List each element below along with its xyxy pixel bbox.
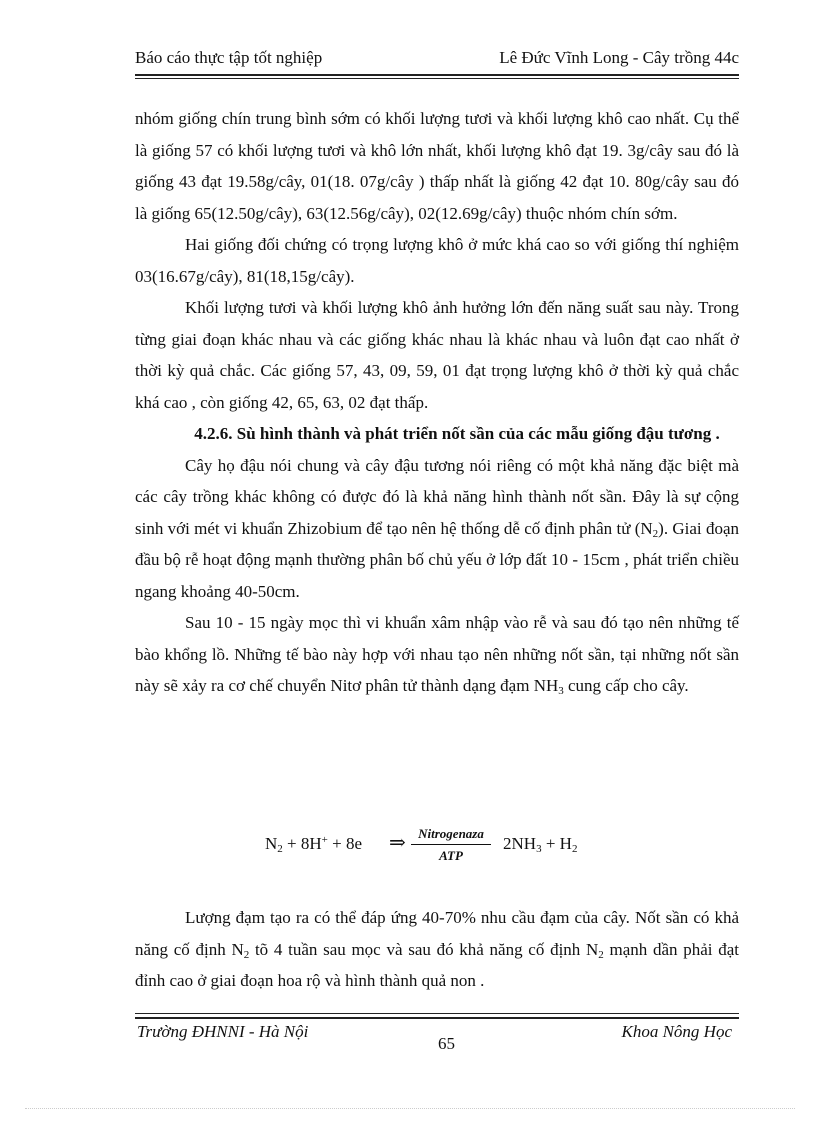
page-header xyxy=(135,48,739,72)
header-rule-thick xyxy=(135,74,739,76)
footer-rule-thick xyxy=(135,1017,739,1019)
header-rule-thin xyxy=(135,78,739,79)
paragraph-6: Lượng đạm tạo ra có thể đáp ứng 40-70% nhu cầu đạm của cây. Nốt sần có khả năng cố định $N_2$ tõ 4 tuần sau mọc và sau đó khả năng cố định $N_2$ mạnh dần phải đạt đỉnh cao ở giai đoạn hoa rộ và hình thành quả non . xyxy=(135,908,739,990)
header-left-title: Báo cáo thực tập tốt nghiệp xyxy=(135,48,323,67)
page-number: 65 xyxy=(438,1034,455,1053)
equation-catalyst-fraction xyxy=(411,826,491,864)
main-text-continued xyxy=(135,902,739,997)
paragraph-5: Sau 10 - 15 ngày mọc thì vi khuẩn xâm nhập vào rễ và sau đó tạo nên những tế bào khổng lồ. Những tế bào này hợp với nhau tạo nên những nốt sần, tại những nốt sần này sẽ xảy ra cơ chế chuyển Nitơ phân tử thành dạng đạm $NH_3$ cung cấp cho cây. xyxy=(135,613,739,697)
paragraph-2: Hai giống đối chứng có trọng lượng khô ở mức khá cao so với giống thí nghiệm 03(16.67g/cây), 81(18,15g/cây). xyxy=(135,235,739,286)
equation-arrow: ⇒ xyxy=(389,832,406,854)
paragraph-1: nhóm giống chín trung bình sớm có khối lượng tươi và khối lượng khô cao nhất. Cụ thể là giống 57 có khối lượng tươi và khô lớn nhất, khối lượng khô đạt 19. 3g/cây sau đó là giống 43 đạt 19.58g/cây, 01(18. 07g/cây ) thấp nhất là giống 42 đạt 10. 80g/cây sau đó là giống 65(12.50g/cây), 63(12.56g/cây), 02(12.69g/cây) thuộc nhóm chín sớm. xyxy=(135,109,739,223)
page-bottom-divider xyxy=(25,1108,795,1109)
section-heading: 4.2.6. Sù hình thành và phát triển nốt sần của các mẫu giống đậu tương . xyxy=(194,424,720,443)
footer-school: Trường ĐHNNI - Hà Nội xyxy=(137,1022,309,1041)
paragraph-4: Cây họ đậu nói chung và cây đậu tương nói riêng có một khả năng đặc biệt mà các cây trồng khác không có được đó là khả năng hình thành nốt sần. Đây là sự cộng sinh với mét vi khuẩn Zhizobium để tạo nên hệ thống dễ cố định phân tử $(N_2)$. Giai đoạn đầu bộ rễ hoạt động mạnh thường phân bố chủ yếu ở lớp đất 10 - 15cm , phát triển chiều ngang khoảng 40-50cm. xyxy=(135,455,739,601)
equation-products: $2NH_3 + H_2$ xyxy=(503,834,578,855)
equation-reactants: $N_2 + 8H^+ + 8e$ xyxy=(265,834,363,855)
equation-energy: ATP xyxy=(439,848,463,863)
equation-enzyme: Nitrogenaza xyxy=(411,826,491,845)
footer-rule-thin xyxy=(135,1013,739,1014)
footer-faculty: Khoa Nông Học xyxy=(621,1022,732,1041)
paragraph-3: Khối lượng tươi và khối lượng khô ảnh hưởng lớn đến năng suất sau này. Trong từng giai đoạn khác nhau và các giống khác nhau là khác nhau và luôn đạt cao nhất ở thời kỳ quả chắc. Các giống 57, 43, 09, 59, 01 đạt trọng lượng khô ở thời kỳ quả chắc khá cao , còn giống 42, 65, 63, 02 đạt thấp. xyxy=(135,298,739,412)
header-right-author: Lê Đức Vĩnh Long - Cây trồng 44c xyxy=(499,48,739,67)
main-text xyxy=(135,103,739,702)
